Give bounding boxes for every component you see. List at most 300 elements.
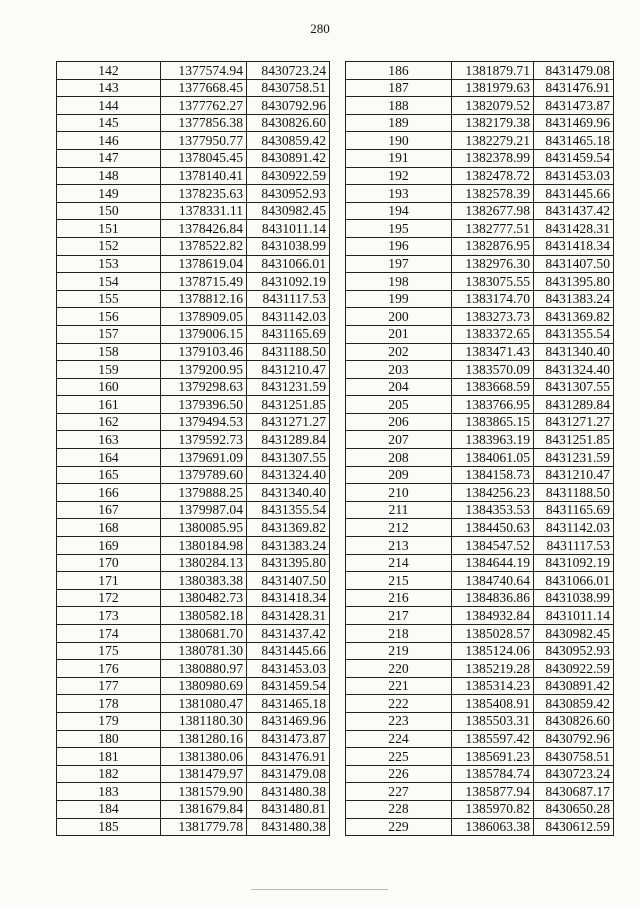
point-number-cell: 195 [346,220,452,238]
table-row [346,413,614,431]
y-coordinate-cell: 8431066.01 [534,572,614,590]
table-row [57,220,330,238]
x-coordinate-cell: 1382777.51 [452,220,534,238]
point-number-cell: 177 [57,677,161,695]
point-number-cell: 212 [346,519,452,537]
point-number-cell: 175 [57,642,161,660]
y-coordinate-cell: 8431117.53 [534,537,614,555]
point-number-cell: 211 [346,501,452,519]
x-coordinate-cell: 1385219.28 [452,660,534,678]
table-row [346,607,614,625]
table-row [57,466,330,484]
y-coordinate-cell: 8431038.99 [247,237,330,255]
x-coordinate-cell: 1379200.95 [161,361,247,379]
point-number-cell: 154 [57,273,161,291]
x-coordinate-cell: 1379691.09 [161,449,247,467]
table-row [57,361,330,379]
x-coordinate-cell: 1378140.41 [161,167,247,185]
point-number-cell: 198 [346,273,452,291]
point-number-cell: 205 [346,396,452,414]
x-coordinate-cell: 1379006.15 [161,325,247,343]
point-number-cell: 187 [346,79,452,97]
x-coordinate-cell: 1381779.78 [161,818,247,836]
table-row [346,642,614,660]
x-coordinate-cell: 1384256.23 [452,484,534,502]
table-row [57,519,330,537]
point-number-cell: 209 [346,466,452,484]
table-row [346,378,614,396]
x-coordinate-cell: 1381479.97 [161,765,247,783]
x-coordinate-cell: 1379103.46 [161,343,247,361]
y-coordinate-cell: 8431324.40 [247,466,330,484]
y-coordinate-cell: 8431142.03 [247,308,330,326]
y-coordinate-cell: 8431469.96 [534,114,614,132]
table-row [57,273,330,291]
x-coordinate-cell: 1380184.98 [161,537,247,555]
x-coordinate-cell: 1383273.73 [452,308,534,326]
table-row [57,625,330,643]
table-row [57,79,330,97]
table-row [57,62,330,80]
y-coordinate-cell: 8431480.38 [247,818,330,836]
point-number-cell: 157 [57,325,161,343]
table-row [346,220,614,238]
table-row [346,273,614,291]
x-coordinate-cell: 1385597.42 [452,730,534,748]
x-coordinate-cell: 1383668.59 [452,378,534,396]
y-coordinate-cell: 8430826.60 [247,114,330,132]
table-row [346,185,614,203]
x-coordinate-cell: 1380980.69 [161,677,247,695]
y-coordinate-cell: 8431271.27 [247,413,330,431]
point-number-cell: 155 [57,290,161,308]
y-coordinate-cell: 8431453.03 [247,660,330,678]
table-row [57,149,330,167]
y-coordinate-cell: 8431289.84 [247,431,330,449]
y-coordinate-cell: 8431453.03 [534,167,614,185]
y-coordinate-cell: 8431479.08 [534,62,614,80]
y-coordinate-cell: 8430952.93 [534,642,614,660]
y-coordinate-cell: 8431251.85 [534,431,614,449]
table-row [57,396,330,414]
y-coordinate-cell: 8431473.87 [534,97,614,115]
table-row [346,625,614,643]
x-coordinate-cell: 1385124.06 [452,642,534,660]
point-number-cell: 204 [346,378,452,396]
point-number-cell: 165 [57,466,161,484]
table-row [346,202,614,220]
x-coordinate-cell: 1377762.27 [161,97,247,115]
y-coordinate-cell: 8431092.19 [247,273,330,291]
y-coordinate-cell: 8430687.17 [534,783,614,801]
point-number-cell: 197 [346,255,452,273]
table-row [346,589,614,607]
x-coordinate-cell: 1379789.60 [161,466,247,484]
point-number-cell: 229 [346,818,452,836]
point-number-cell: 199 [346,290,452,308]
y-coordinate-cell: 8431188.50 [247,343,330,361]
x-coordinate-cell: 1382378.99 [452,149,534,167]
x-coordinate-cell: 1385784.74 [452,765,534,783]
point-number-cell: 207 [346,431,452,449]
table-row [346,554,614,572]
table-row [346,132,614,150]
point-number-cell: 161 [57,396,161,414]
x-coordinate-cell: 1379494.53 [161,413,247,431]
point-number-cell: 169 [57,537,161,555]
y-coordinate-cell: 8431428.31 [247,607,330,625]
coordinates-table-right [345,61,614,836]
table-row [57,748,330,766]
table-row [57,237,330,255]
x-coordinate-cell: 1382478.72 [452,167,534,185]
point-number-cell: 194 [346,202,452,220]
point-number-cell: 216 [346,589,452,607]
table-row [346,748,614,766]
x-coordinate-cell: 1382079.52 [452,97,534,115]
x-coordinate-cell: 1381080.47 [161,695,247,713]
y-coordinate-cell: 8431480.81 [247,800,330,818]
table-row [57,431,330,449]
table-row [57,589,330,607]
y-coordinate-cell: 8431437.42 [534,202,614,220]
y-coordinate-cell: 8431289.84 [534,396,614,414]
x-coordinate-cell: 1381280.16 [161,730,247,748]
table-row [346,730,614,748]
table-row [57,378,330,396]
x-coordinate-cell: 1384353.53 [452,501,534,519]
table-row [57,97,330,115]
x-coordinate-cell: 1378812.16 [161,290,247,308]
x-coordinate-cell: 1384932.84 [452,607,534,625]
table-row [346,149,614,167]
point-number-cell: 214 [346,554,452,572]
point-number-cell: 170 [57,554,161,572]
y-coordinate-cell: 8430826.60 [534,712,614,730]
x-coordinate-cell: 1381380.06 [161,748,247,766]
point-number-cell: 176 [57,660,161,678]
y-coordinate-cell: 8431011.14 [534,607,614,625]
x-coordinate-cell: 1383174.70 [452,290,534,308]
x-coordinate-cell: 1379396.50 [161,396,247,414]
table-row [346,800,614,818]
table-row [346,783,614,801]
x-coordinate-cell: 1378235.63 [161,185,247,203]
table-row [57,712,330,730]
y-coordinate-cell: 8431459.54 [247,677,330,695]
table-row [346,501,614,519]
point-number-cell: 203 [346,361,452,379]
y-coordinate-cell: 8431251.85 [247,396,330,414]
table-row [57,677,330,695]
table-row [346,167,614,185]
point-number-cell: 150 [57,202,161,220]
table-row [57,572,330,590]
point-number-cell: 227 [346,783,452,801]
x-coordinate-cell: 1378045.45 [161,149,247,167]
y-coordinate-cell: 8431473.87 [247,730,330,748]
x-coordinate-cell: 1380781.30 [161,642,247,660]
point-number-cell: 146 [57,132,161,150]
x-coordinate-cell: 1383075.55 [452,273,534,291]
point-number-cell: 208 [346,449,452,467]
x-coordinate-cell: 1384450.63 [452,519,534,537]
y-coordinate-cell: 8430982.45 [247,202,330,220]
table-row [57,783,330,801]
point-number-cell: 167 [57,501,161,519]
y-coordinate-cell: 8431383.24 [534,290,614,308]
point-number-cell: 156 [57,308,161,326]
table-row [346,484,614,502]
point-number-cell: 228 [346,800,452,818]
x-coordinate-cell: 1382279.21 [452,132,534,150]
y-coordinate-cell: 8431395.80 [247,554,330,572]
x-coordinate-cell: 1385877.94 [452,783,534,801]
y-coordinate-cell: 8431271.27 [534,413,614,431]
y-coordinate-cell: 8431465.18 [247,695,330,713]
x-coordinate-cell: 1378522.82 [161,237,247,255]
point-number-cell: 201 [346,325,452,343]
y-coordinate-cell: 8431340.40 [247,484,330,502]
x-coordinate-cell: 1383865.15 [452,413,534,431]
point-number-cell: 188 [346,97,452,115]
x-coordinate-cell: 1385314.23 [452,677,534,695]
table-row [57,642,330,660]
y-coordinate-cell: 8431437.42 [247,625,330,643]
y-coordinate-cell: 8430758.51 [534,748,614,766]
x-coordinate-cell: 1382976.30 [452,255,534,273]
y-coordinate-cell: 8430952.93 [247,185,330,203]
point-number-cell: 190 [346,132,452,150]
point-number-cell: 221 [346,677,452,695]
point-number-cell: 158 [57,343,161,361]
point-number-cell: 145 [57,114,161,132]
y-coordinate-cell: 8431307.55 [247,449,330,467]
point-number-cell: 185 [57,818,161,836]
y-coordinate-cell: 8431369.82 [534,308,614,326]
y-coordinate-cell: 8431418.34 [247,589,330,607]
y-coordinate-cell: 8431418.34 [534,237,614,255]
table-row [346,431,614,449]
point-number-cell: 202 [346,343,452,361]
table-row [346,537,614,555]
x-coordinate-cell: 1377668.45 [161,79,247,97]
point-number-cell: 192 [346,167,452,185]
point-number-cell: 147 [57,149,161,167]
point-number-cell: 215 [346,572,452,590]
point-number-cell: 210 [346,484,452,502]
y-coordinate-cell: 8430723.24 [247,62,330,80]
point-number-cell: 166 [57,484,161,502]
table-row [57,607,330,625]
y-coordinate-cell: 8431165.69 [247,325,330,343]
x-coordinate-cell: 1380582.18 [161,607,247,625]
table-row [57,818,330,836]
point-number-cell: 144 [57,97,161,115]
y-coordinate-cell: 8430859.42 [247,132,330,150]
table-row [57,325,330,343]
y-coordinate-cell: 8431038.99 [534,589,614,607]
table-row [57,800,330,818]
point-number-cell: 193 [346,185,452,203]
table-row [346,519,614,537]
table-row [346,818,614,836]
point-number-cell: 224 [346,730,452,748]
table-row [346,396,614,414]
y-coordinate-cell: 8431231.59 [534,449,614,467]
table-row [57,185,330,203]
x-coordinate-cell: 1378909.05 [161,308,247,326]
x-coordinate-cell: 1379888.25 [161,484,247,502]
x-coordinate-cell: 1377574.94 [161,62,247,80]
table-row [57,343,330,361]
y-coordinate-cell: 8430891.42 [247,149,330,167]
point-number-cell: 179 [57,712,161,730]
point-number-cell: 226 [346,765,452,783]
table-row [346,572,614,590]
point-number-cell: 219 [346,642,452,660]
y-coordinate-cell: 8431369.82 [247,519,330,537]
y-coordinate-cell: 8431476.91 [534,79,614,97]
x-coordinate-cell: 1382876.95 [452,237,534,255]
y-coordinate-cell: 8431210.47 [534,466,614,484]
table-row [57,554,330,572]
y-coordinate-cell: 8431407.50 [247,572,330,590]
y-coordinate-cell: 8431428.31 [534,220,614,238]
y-coordinate-cell: 8431476.91 [247,748,330,766]
point-number-cell: 206 [346,413,452,431]
point-number-cell: 200 [346,308,452,326]
x-coordinate-cell: 1379987.04 [161,501,247,519]
table-row [346,466,614,484]
coordinates-table-left [56,61,330,836]
table-row [57,660,330,678]
y-coordinate-cell: 8431165.69 [534,501,614,519]
x-coordinate-cell: 1384547.52 [452,537,534,555]
y-coordinate-cell: 8431465.18 [534,132,614,150]
table-row [57,501,330,519]
point-number-cell: 163 [57,431,161,449]
y-coordinate-cell: 8431011.14 [247,220,330,238]
point-number-cell: 184 [57,800,161,818]
y-coordinate-cell: 8431355.54 [534,325,614,343]
y-coordinate-cell: 8431383.24 [247,537,330,555]
point-number-cell: 222 [346,695,452,713]
point-number-cell: 173 [57,607,161,625]
table-row [57,765,330,783]
x-coordinate-cell: 1382578.39 [452,185,534,203]
x-coordinate-cell: 1383471.43 [452,343,534,361]
y-coordinate-cell: 8431445.66 [247,642,330,660]
table-row [346,765,614,783]
table-row [57,167,330,185]
point-number-cell: 182 [57,765,161,783]
point-number-cell: 196 [346,237,452,255]
table-row [346,290,614,308]
x-coordinate-cell: 1384836.86 [452,589,534,607]
x-coordinate-cell: 1380681.70 [161,625,247,643]
point-number-cell: 220 [346,660,452,678]
table-row [57,484,330,502]
table-row [57,695,330,713]
y-coordinate-cell: 8431480.38 [247,783,330,801]
table-row [346,62,614,80]
x-coordinate-cell: 1383570.09 [452,361,534,379]
x-coordinate-cell: 1378619.04 [161,255,247,273]
x-coordinate-cell: 1384644.19 [452,554,534,572]
x-coordinate-cell: 1381180.30 [161,712,247,730]
y-coordinate-cell: 8431445.66 [534,185,614,203]
table-row [346,449,614,467]
point-number-cell: 225 [346,748,452,766]
point-number-cell: 164 [57,449,161,467]
point-number-cell: 217 [346,607,452,625]
y-coordinate-cell: 8430922.59 [247,167,330,185]
x-coordinate-cell: 1385503.31 [452,712,534,730]
y-coordinate-cell: 8431395.80 [534,273,614,291]
x-coordinate-cell: 1380383.38 [161,572,247,590]
x-coordinate-cell: 1383766.95 [452,396,534,414]
x-coordinate-cell: 1378331.11 [161,202,247,220]
x-coordinate-cell: 1383963.19 [452,431,534,449]
page-number: 280 [310,21,330,36]
table-row [346,677,614,695]
point-number-cell: 149 [57,185,161,203]
point-number-cell: 143 [57,79,161,97]
point-number-cell: 152 [57,237,161,255]
table-row [57,537,330,555]
y-coordinate-cell: 8431459.54 [534,149,614,167]
table-row [346,695,614,713]
y-coordinate-cell: 8431117.53 [247,290,330,308]
y-coordinate-cell: 8430792.96 [247,97,330,115]
x-coordinate-cell: 1381879.71 [452,62,534,80]
table-row [57,202,330,220]
y-coordinate-cell: 8431231.59 [247,378,330,396]
point-number-cell: 186 [346,62,452,80]
point-number-cell: 183 [57,783,161,801]
table-row [57,308,330,326]
x-coordinate-cell: 1380880.97 [161,660,247,678]
point-number-cell: 162 [57,413,161,431]
point-number-cell: 160 [57,378,161,396]
y-coordinate-cell: 8431307.55 [534,378,614,396]
table-row [346,79,614,97]
point-number-cell: 178 [57,695,161,713]
point-number-cell: 174 [57,625,161,643]
x-coordinate-cell: 1385970.82 [452,800,534,818]
x-coordinate-cell: 1377950.77 [161,132,247,150]
x-coordinate-cell: 1382179.38 [452,114,534,132]
y-coordinate-cell: 8430650.28 [534,800,614,818]
y-coordinate-cell: 8431324.40 [534,361,614,379]
table-row [346,255,614,273]
point-number-cell: 168 [57,519,161,537]
x-coordinate-cell: 1385408.91 [452,695,534,713]
table-row [57,449,330,467]
y-coordinate-cell: 8430982.45 [534,625,614,643]
x-coordinate-cell: 1385028.57 [452,625,534,643]
y-coordinate-cell: 8431142.03 [534,519,614,537]
table-row [346,343,614,361]
y-coordinate-cell: 8430922.59 [534,660,614,678]
table-row [346,237,614,255]
x-coordinate-cell: 1379592.73 [161,431,247,449]
table-row [346,325,614,343]
x-coordinate-cell: 1384158.73 [452,466,534,484]
x-coordinate-cell: 1385691.23 [452,748,534,766]
y-coordinate-cell: 8430792.96 [534,730,614,748]
